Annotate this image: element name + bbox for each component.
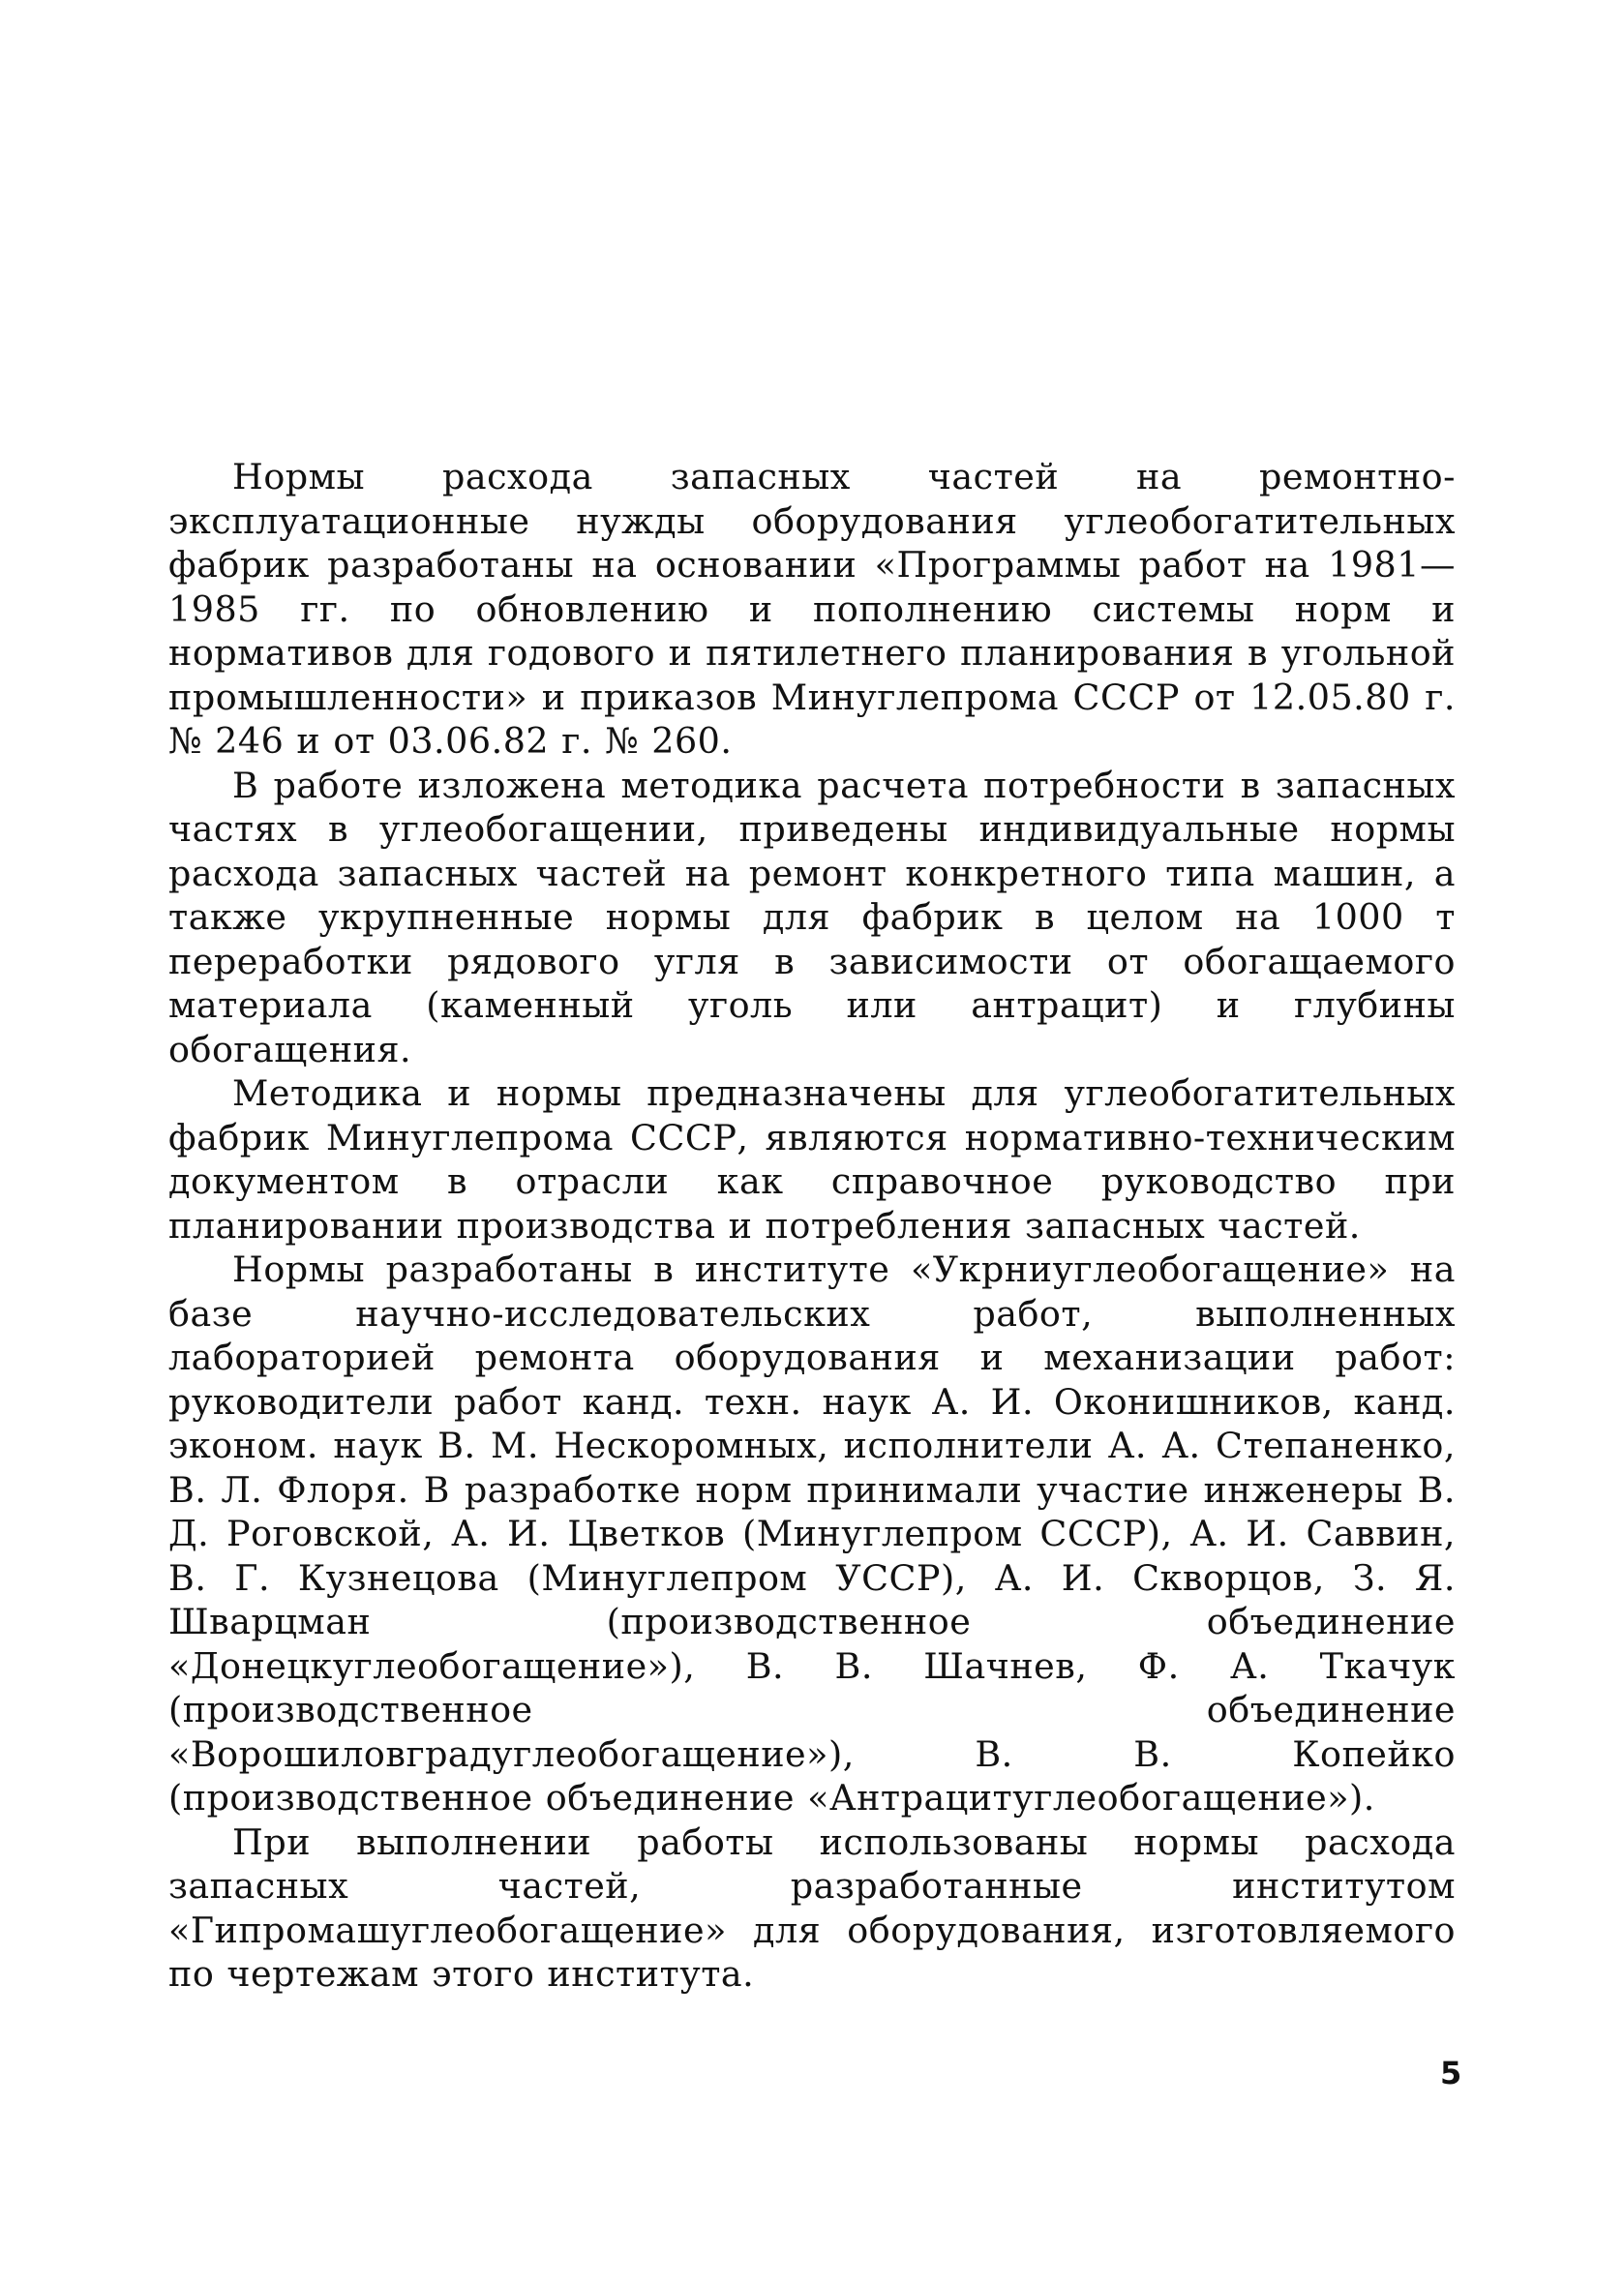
- paragraph-purpose: Методика и нормы предназначены для углеобогатительных фабрик Минуглепрома СССР, являются нормативно-техническим документом в отрасли как справочное руководство при планировании производства и потребления запасных частей.: [168, 1072, 1456, 1247]
- paragraph-authors: Нормы разработаны в институте «Укрниуглеобогащение» на базе научно-исследовательских работ, выполненных лабораторией ремонта оборудования и механизации работ: руководители работ канд. техн. наук А. И. Оконишников, канд. эконом. наук В. М. Нескоромных, исполнители А. А. Степаненко, В. Л. Флоря. В разработке норм принимали участие инженеры В. Д. Роговской, А. И. Цветков (Минуглепром СССР), А. И. Саввин, В. Г. Кузнецова (Минуглепром УССР), А. И. Скворцов, З. Я. Шварцман (производственное объединение «Донецкуглеобогащение»), В. В. Шачнев, Ф. А. Ткачук (производственное объединение «Ворошиловградуглеобогащение»), В. В. Копейко (производственное объединение «Антрацитуглеобогащение»).: [168, 1248, 1456, 1819]
- body-text: [168, 455, 1456, 1997]
- paragraph-sources: При выполнении работы использованы нормы расхода запасных частей, разработанные институтом «Гипромашуглеобогащение» для оборудования, изготовляемого по чертежам этого института.: [168, 1820, 1456, 1995]
- paragraph-spare-parts-norms-basis: Нормы расхода запасных частей на ремонтно-эксплуатационные нужды оборудования углеобогатительных фабрик разработаны на основании «Программы работ на 1981—1985 гг. по обновлению и пополнению системы норм и нормативов для годового и пятилетнего планирования в угольной промышленности» и приказов Минуглепрома СССР от 12.05.80 г. № 246 и от 03.06.82 г. № 260.: [168, 456, 1456, 762]
- paragraph-methodology: В работе изложена методика расчета потребности в запасных частях в углеобогащении, приведены индивидуальные нормы расхода запасных частей на ремонт конкретного типа машин, а также укрупненные нормы для фабрик в целом на 1000 т переработки рядового угля в зависимости от обогащаемого материала (каменный уголь или антрацит) и глубины обогащения.: [168, 764, 1456, 1070]
- page-number: 5: [1440, 2055, 1462, 2091]
